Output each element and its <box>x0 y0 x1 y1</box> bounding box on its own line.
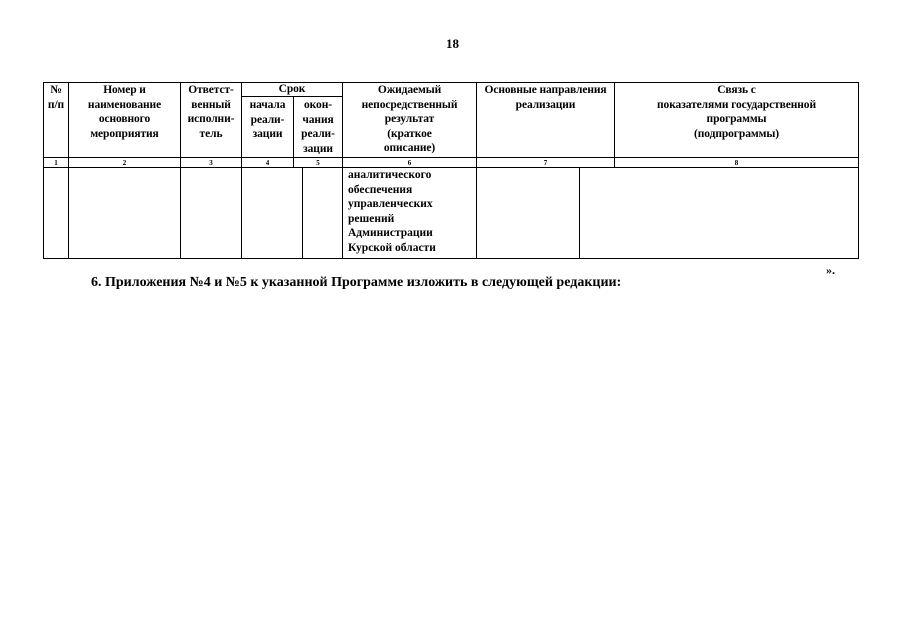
column-number-2: 2 <box>122 159 127 167</box>
header-col4: начала реали- зации <box>249 99 286 141</box>
body-col6-text: аналитического обеспечения управленческих решений Администрации Курской области <box>348 169 436 254</box>
vline-4-body <box>302 167 303 259</box>
header-col5: окон- чания реали- зации <box>301 99 335 155</box>
numbers-bottom-border <box>43 167 859 168</box>
vline-right <box>858 82 859 259</box>
header-col7: Основные направления реализации <box>484 84 607 111</box>
header-col6: Ожидаемый непосредственный результат (краткое описание) <box>361 84 458 155</box>
vline-7-body <box>579 167 580 259</box>
activities-table <box>43 82 859 260</box>
column-number-6: 6 <box>407 159 412 167</box>
header-srok: Срок <box>278 83 306 95</box>
column-number-7: 7 <box>543 159 548 167</box>
page-number: 18 <box>446 36 459 51</box>
closing-quote: ». <box>826 263 835 277</box>
header-col1: № п/п <box>47 84 65 111</box>
column-number-5: 5 <box>316 159 320 167</box>
amendment-paragraph: 6. Приложения №4 и №5 к указанной Программе изложить в следующей редакции: <box>91 275 622 290</box>
table-bottom-border <box>43 258 859 259</box>
column-number-1: 1 <box>54 159 58 167</box>
column-number-3: 3 <box>209 159 213 167</box>
header-bottom-border <box>43 157 859 158</box>
header-col8: Связь с показателями государственной программы (подпрограммы) <box>657 84 816 140</box>
column-number-8: 8 <box>734 159 739 167</box>
column-number-4: 4 <box>265 159 270 167</box>
header-col3: Ответст- венный исполни- тель <box>187 84 235 140</box>
header-col2: Номер и наименование основного мероприятия <box>87 84 162 140</box>
